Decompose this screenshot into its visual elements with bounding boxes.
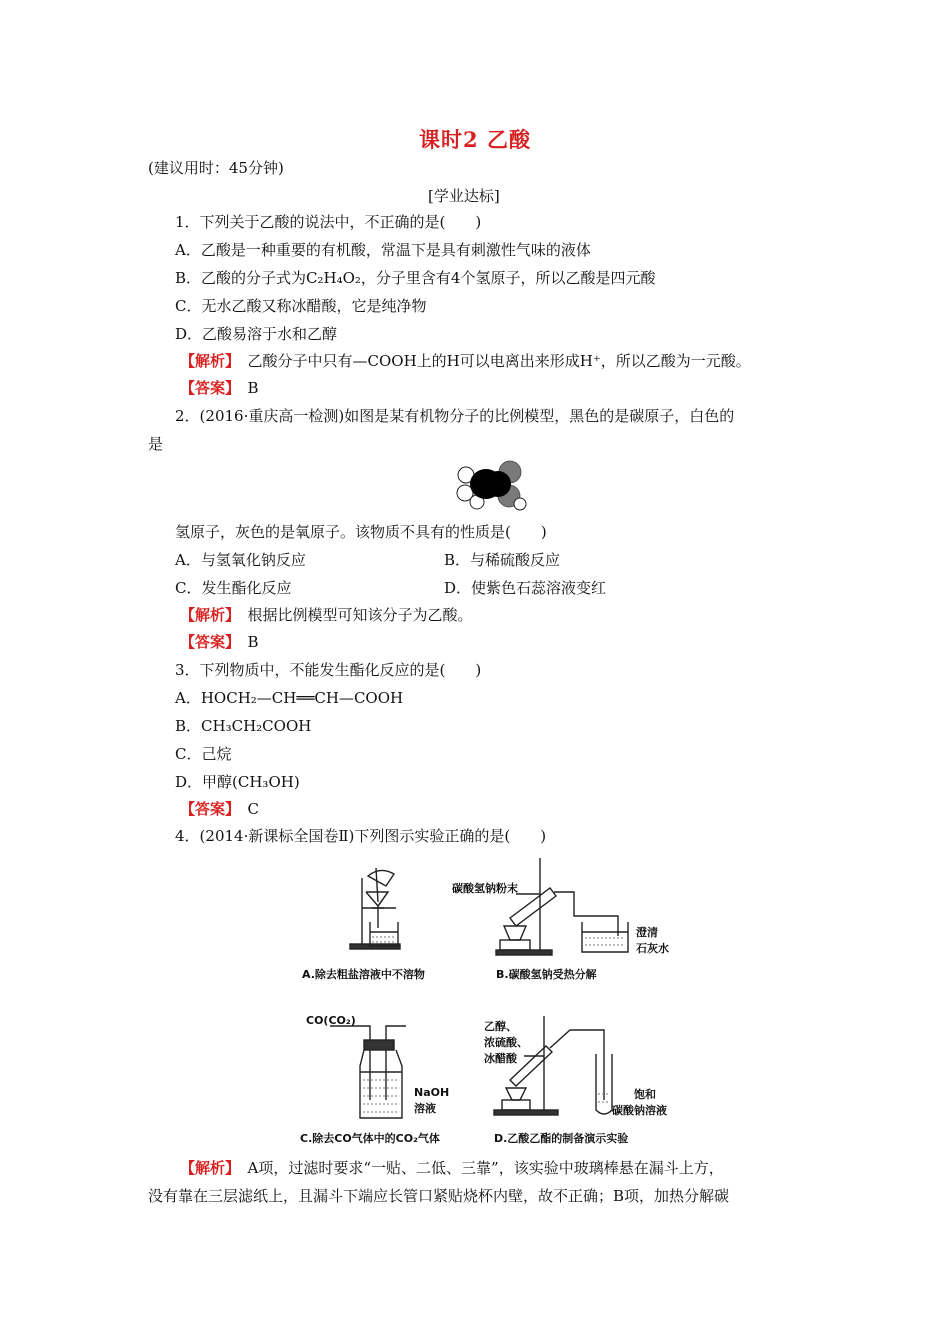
- acetic-acid-space-filling-model: [452, 456, 532, 512]
- figure-c-label-gas: CO(CO₂): [306, 1014, 356, 1027]
- figure-c-label-solution: 溶液: [414, 1102, 436, 1115]
- q2-option-a: A．与氢氧化钠反应: [175, 551, 306, 569]
- q1-option-b: B．乙酸的分子式为C₂H₄O₂，分子里含有4个氢原子，所以乙酸是四元酸: [175, 269, 656, 287]
- answer-tag: 【答案】: [180, 633, 233, 651]
- analysis-tag: 【解析】: [180, 352, 233, 370]
- q2-answer: [180, 632, 259, 652]
- analysis-text: 乙酸分子中只有—COOH上的H可以电离出来形成H⁺，所以乙酸为一元酸。: [247, 352, 751, 370]
- figure-d-label-saturated: 饱和: [634, 1088, 656, 1101]
- figure-a-filtration: [300, 856, 460, 956]
- q3-option-d: D．甲醇(CH₃OH): [175, 773, 300, 791]
- q2-option-c: C．发生酯化反应: [175, 579, 292, 597]
- analysis-tag: 【解析】: [180, 606, 233, 624]
- q2-stem-line3: 氢原子，灰色的是氧原子。该物质不具有的性质是( ): [175, 523, 547, 541]
- q1-option-c: C．无水乙酸又称冰醋酸，它是纯净物: [175, 297, 427, 315]
- q1-option-d: D．乙酸易溶于水和乙醇: [175, 325, 338, 343]
- q2-analysis: [180, 605, 473, 625]
- section-heading: [学业达标]: [428, 187, 500, 205]
- q3-option-a: A．HOCH₂—CH══CH—COOH: [175, 689, 404, 707]
- q2-stem-line1: 2．(2016·重庆高一检测)如图是某有机物分子的比例模型，黑色的是碳原子，白色的: [175, 407, 735, 425]
- answer-text: C: [247, 800, 260, 818]
- figure-d-label-ethanol: 乙醇、: [484, 1020, 517, 1033]
- figure-c-label-naoh: NaOH: [414, 1086, 450, 1099]
- answer-text: B: [247, 379, 259, 397]
- figure-c-caption: C.除去CO气体中的CO₂气体: [300, 1132, 440, 1145]
- figure-b-label-clear: 澄清: [636, 926, 658, 939]
- time-hint: (建议用时：45分钟): [148, 159, 284, 177]
- answer-tag: 【答案】: [180, 800, 233, 818]
- figure-b-label-powder: 碳酸氢钠粉末: [452, 882, 518, 895]
- figure-d-label-acetic: 冰醋酸: [484, 1052, 517, 1065]
- figure-d-label-na2co3: 碳酸钠溶液: [612, 1104, 667, 1117]
- q2-option-b: B．与稀硫酸反应: [444, 551, 561, 569]
- q3-answer: [180, 799, 259, 819]
- q4-analysis-line2: 没有靠在三层滤纸上，且漏斗下端应长管口紧贴烧杯内壁，故不正确；B项，加热分解碳: [148, 1187, 730, 1205]
- q2-option-d: D．使紫色石蕊溶液变红: [444, 579, 607, 597]
- figure-b-label-limewater: 石灰水: [636, 942, 669, 955]
- q3-stem: 3．下列物质中，不能发生酯化反应的是( ): [175, 661, 482, 679]
- q1-stem: 1．下列关于乙酸的说法中，不正确的是( ): [175, 213, 482, 231]
- analysis-text: 根据比例模型可知该分子为乙酸。: [247, 606, 473, 624]
- answer-tag: 【答案】: [180, 379, 233, 397]
- q4-analysis-line1: [180, 1158, 724, 1178]
- figure-b-caption: B.碳酸氢钠受热分解: [496, 968, 597, 981]
- analysis-tag: 【解析】: [180, 1159, 233, 1177]
- q1-option-a: A．乙酸是一种重要的有机酸，常温下是具有刺激性气味的液体: [175, 241, 591, 259]
- q4-stem: 4．(2014·新课标全国卷Ⅱ)下列图示实验正确的是( ): [175, 827, 547, 845]
- q3-option-c: C．己烷: [175, 745, 232, 763]
- q1-analysis: [180, 351, 751, 371]
- q2-stem-line2: 是: [148, 435, 164, 453]
- answer-text: B: [247, 633, 259, 651]
- q1-answer: [180, 378, 259, 398]
- q3-option-b: B．CH₃CH₂COOH: [175, 717, 312, 735]
- figure-d-label-sulfuric: 浓硫酸、: [484, 1036, 528, 1049]
- analysis-text: A项，过滤时要求“一贴、二低、三靠”，该实验中玻璃棒悬在漏斗上方，: [247, 1159, 724, 1177]
- figure-d-caption: D.乙酸乙酯的制备演示实验: [494, 1132, 629, 1145]
- figure-a-caption: A.除去粗盐溶液中不溶物: [302, 968, 425, 981]
- page-title: 课时2 乙酸: [419, 127, 531, 152]
